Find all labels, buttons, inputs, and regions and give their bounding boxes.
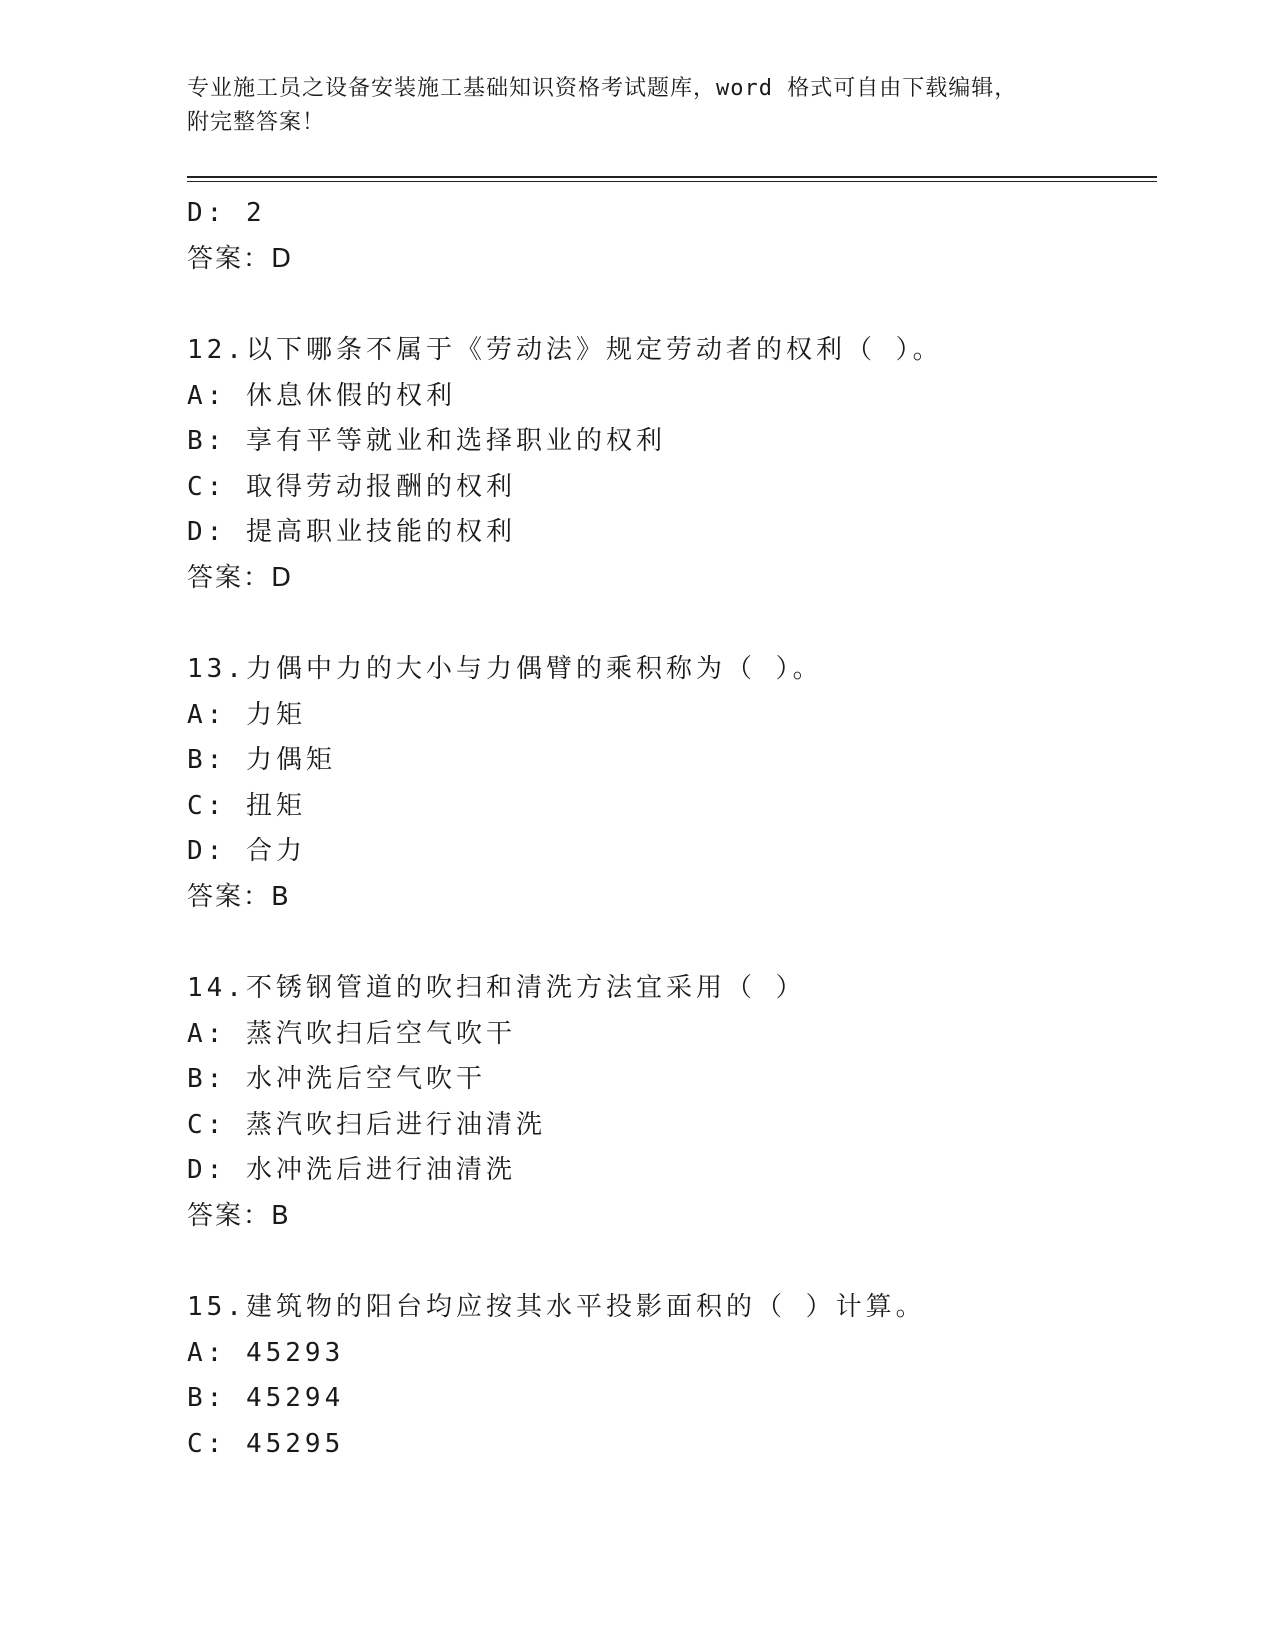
answer-line: 答案：B	[187, 1200, 291, 1231]
question-block-14	[187, 966, 1167, 1239]
question-text: 13.力偶中力的大小与力偶臂的乘积称为（ ）。	[187, 654, 823, 684]
option-d: D: 水冲洗后进行油清洗	[187, 1155, 516, 1185]
spacer	[187, 920, 1167, 966]
option-d: D: 提高职业技能的权利	[187, 517, 516, 547]
option-b: B: 享有平等就业和选择职业的权利	[187, 426, 666, 456]
question-text: 15.建筑物的阳台均应按其水平投影面积的（ ）计算。	[187, 1292, 926, 1322]
option-c: C: 扭矩	[187, 790, 306, 821]
spacer	[187, 282, 1167, 328]
option-a: A: 力矩	[187, 699, 306, 730]
option-d: D: 2	[187, 198, 266, 228]
spacer	[187, 601, 1167, 647]
question-list	[187, 191, 1167, 1467]
option-a: A: 休息休假的权利	[187, 380, 456, 411]
option-c: C: 取得劳动报酬的权利	[187, 471, 516, 502]
header-line-2: 附完整答案！	[187, 110, 326, 135]
option-d: D: 合力	[187, 836, 306, 866]
question-block-13	[187, 647, 1167, 920]
option-c: C: 蒸汽吹扫后进行油清洗	[187, 1109, 546, 1140]
question-block-11-tail	[187, 191, 1167, 282]
question-block-12	[187, 328, 1167, 601]
spacer	[187, 1239, 1167, 1285]
option-b: B: 力偶矩	[187, 745, 336, 775]
question-text: 14.不锈钢管道的吹扫和清洗方法宜采用（ ）	[187, 973, 806, 1003]
answer-line: 答案：D	[187, 243, 294, 274]
answer-line: 答案：B	[187, 881, 291, 912]
header-line-1: 专业施工员之设备安装施工基础知识资格考试题库，word 格式可自由下载编辑，	[187, 76, 1018, 101]
header-divider-bottom	[187, 181, 1157, 182]
document-header	[187, 72, 1087, 140]
option-b: B: 水冲洗后空气吹干	[187, 1064, 486, 1094]
option-c: C: 45295	[187, 1428, 345, 1459]
question-text: 12.以下哪条不属于《劳动法》规定劳动者的权利（ ）。	[187, 335, 943, 365]
question-block-15	[187, 1285, 1167, 1467]
option-a: A: 45293	[187, 1337, 345, 1368]
answer-line: 答案：D	[187, 562, 294, 593]
option-a: A: 蒸汽吹扫后空气吹干	[187, 1018, 516, 1049]
option-b: B: 45294	[187, 1383, 345, 1413]
header-divider-top	[187, 176, 1157, 178]
